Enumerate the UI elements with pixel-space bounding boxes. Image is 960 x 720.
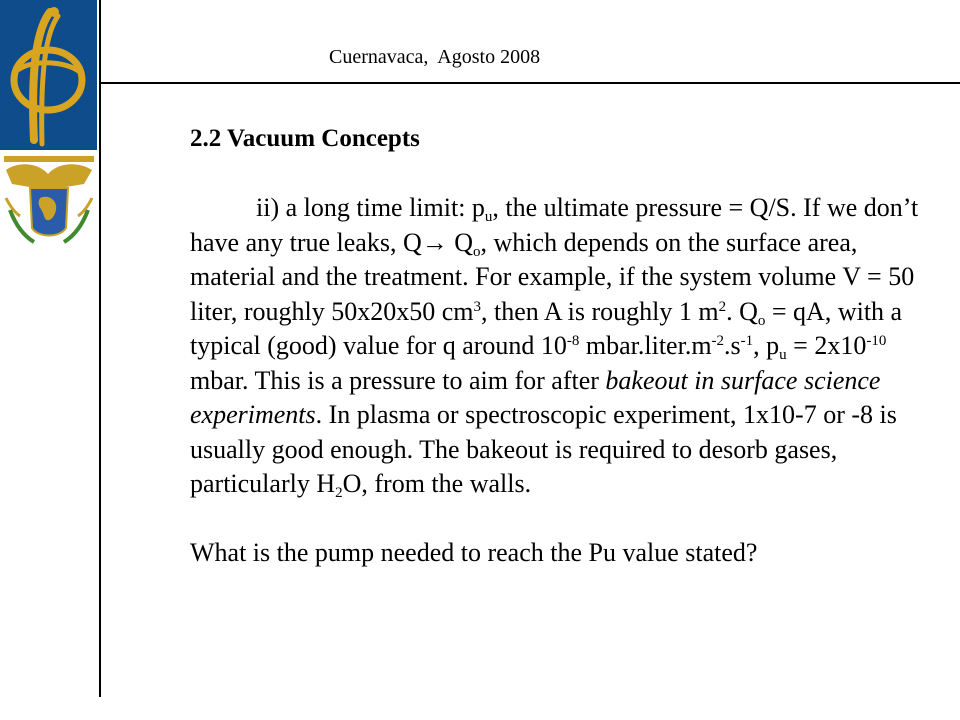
text-run: = 2x10 [786, 331, 867, 360]
subscript: u [484, 209, 493, 225]
text-run: . In plasma or spectroscopic experiment, 1x10-7 or -8 is usually good enough. The bakeout is required to desorb gases, particularly H [190, 400, 897, 498]
body-paragraph [190, 191, 920, 502]
text-run: , p [753, 331, 780, 360]
superscript: -10 [866, 333, 887, 349]
superscript: 2 [718, 298, 727, 315]
university-seal [0, 150, 97, 255]
location-date: Cuernavaca, Agosto 2008 [329, 46, 541, 68]
header-rule [100, 82, 960, 84]
arrow-symbol: → [421, 227, 448, 257]
superscript: -8 [566, 333, 580, 349]
italic-text-run: bakeout in surface science experiments [190, 365, 881, 429]
university-seal-icon [0, 150, 97, 255]
text-run: , which depends on the surface area, material and the treatment. For example, if the system volume V = 50 liter, roughly 50x20x50 cm [190, 227, 915, 326]
text-run: , then A is roughly 1 m [480, 296, 719, 326]
text-run: O, from the walls. [342, 469, 532, 498]
text-run: . Q [726, 296, 758, 326]
section-heading: 2.2 Vacuum Concepts [190, 125, 420, 152]
vertical-rule [99, 0, 101, 697]
question-text: What is the pump needed to reach the Pu value stated? [190, 538, 758, 567]
text-run: = qA, with a typical (good) value for q around 10 [190, 296, 903, 360]
subscript: u [779, 347, 787, 363]
text-run: ii) a long time limit: p [256, 193, 485, 222]
subscript: o [757, 312, 766, 329]
slide-content [190, 122, 920, 571]
institute-logo [0, 0, 97, 150]
text-run: mbar.liter.m [579, 331, 712, 360]
text-run: , the ultimate pressure = Q/S. If we don’t have any true leaks, Q [190, 193, 919, 257]
text-run: .s [724, 331, 741, 360]
superscript: -2 [711, 333, 725, 349]
text-run: Q [447, 227, 474, 257]
subscript: 2 [335, 485, 343, 501]
superscript: 3 [473, 298, 481, 315]
text-run: mbar. This is a pressure to aim for after [190, 365, 606, 395]
subscript: o [473, 243, 481, 260]
institute-logo-icon [0, 0, 97, 150]
superscript: -1 [740, 333, 754, 349]
